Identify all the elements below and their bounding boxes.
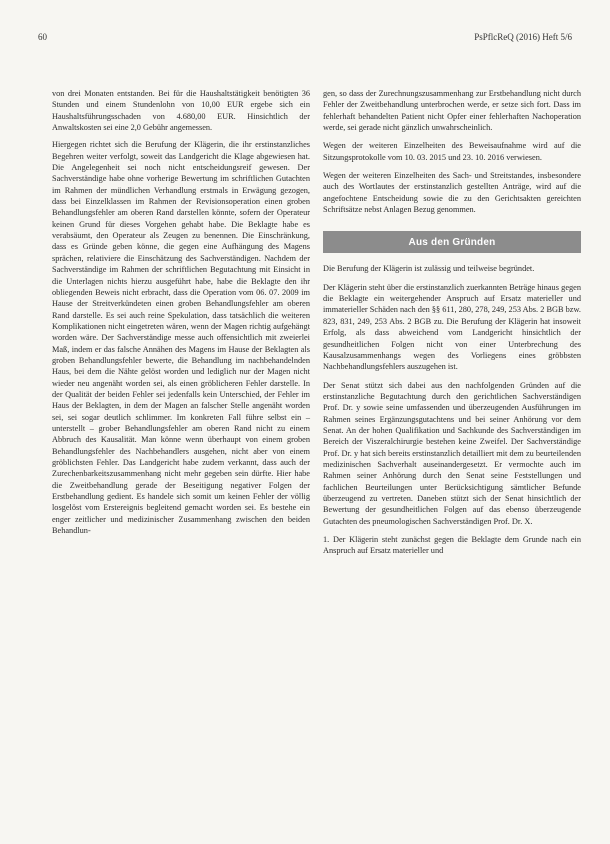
right-column [323,88,581,564]
paragraph: von drei Monaten entstanden. Bei für die Haushaltstätigkeit benötigten 36 Stunden und einem Stundenlohn von 10,00 EUR ergebe sich ein Haushaltsführungsschaden von 4.680,00 EUR. Hinsichtlich der Anwaltskosten sei eine 2,0 Gebühr angemessen. [52,89,310,133]
paragraph: Hiergegen richtet sich die Berufung der Klägerin, die ihr erstinstanzliches Begehren weiter verfolgt, soweit das Landgericht die Klage abgewiesen hat. Die Angelegenheit sei noch nicht entscheidungsreif gewesen. Der Sachverständige habe ohne vorherige Bewertung im schriftlichen Gutachten im Rahmen der mündlichen Verhandlung erstmals in Erwägung gezogen, dass bei Einzelklassen im Rahmen der Revisionsoperation einen groben Behandlungsfehler am oberen Rand darstellen könnte, sofern der Operateur keinen Grund für dieses Vorgehen gehabt habe. Die Beklagte habe es verabsäumt, den Operateur als Zeugen zu benennen. Die Einschränkung, dass es Gründe geben könne, die gegen eine Aufhängung des Magens sprächen, relativiere die Einschätzung des Sachverständigen. Nachdem der Sachverständige im Rahmen der schriftlichen Begutachtung mit Einsicht in die Unterlagen nichts hierzu ausgeführt habe, habe die Beklagte den ihr obliegenden Beweis nicht erbracht, dass die Operation vom 06. 07. 2009 im Hause der Streitverkündeten einen groben Behandlungsfehler am oberen Rand darstelle. Es sei auch reine Spekulation, dass tatsächlich die weiteren Komplikationen nicht eingetreten wären, wenn der Magen richtig aufgehängt worden wäre. Der Sachverständige messe auch offensichtlich mit zweierlei Maß, indem er das falsche Annähen des Magens im Hause der Beklagten als groben Behandlungsfehler bewerte, die Behandlung im nachbehandelnden Haus, bei dem die Nähte gelöst worden und lediglich nur der Magen nicht wieder neu angenäht worden sei, als einen gröblicheren Fehler darstelle. In der Qualität der beiden Fehler sei jedenfalls kein Unterschied, der Fehler im Haus der Beklagten, in dem der Magen an falscher Stelle angenäht worden sei, sei sogar deutlich schlimmer. Im konkreten Fall führe selbst ein – unterstellt – grober Behandlungsfehler am oberen Rand nicht zu einem Abbruch des Kausalität. Man könne wenn überhaupt von einem groben Behandlungsfehler des Nachbehandlers ausgehen, nicht aber von einem gröblichsten Fehler. Das Landgericht habe zudem verkannt, dass auch der Zurechenbarkeitszusammenhang nicht mehr gegeben sein dürfte. Hier habe die Zweitbehandlung gerade der Beseitigung negativer Folgen der Erstbehandlung gedient. Es handele sich somit um keinen Fehler der völlig losgelöst vom Erstereignis begleitend gemacht worden sei. Es bestehe ein enger zeitlicher und medizinischer Zusammenhang zwischen den beiden Behandlun- [52,140,310,536]
left-column [52,88,310,543]
paragraph: Der Klägerin steht über die erstinstanzlich zuerkannten Beträge hinaus gegen die Beklagte ein weitergehender Anspruch auf Ersatz materieller und immaterieller Schäden nach den §§ 611, 280, 278, 249, 253 Abs. 2 BGB bzw. 823, 831, 249, 253 Abs. 2 BGB zu. Die Berufung der Klägerin hat insoweit Erfolg, als dass abweichend vom Landgericht hinsichtlich der gesundheitlichen Folgen nicht von einer Unterbrechung des Kausalzusammenhangs wegen des Vorliegens eines gröbbsten Nachbehandlungsfehlers auszugehen ist. [323,282,581,372]
paragraph: Wegen der weiteren Einzelheiten des Sach- und Streitstandes, insbesondere auch des Wortlautes der erstinstanzlich gestellten Anträge, wird auf die angefochtene Entscheidung sowie die zu den Gerichtsakten gereichten Schriftsätze nebst Anlagen Bezug genommen. [323,171,581,215]
paragraph: 1. Der Klägerin steht zunächst gegen die Beklagte dem Grunde nach ein Anspruch auf Ersatz materieller und [323,535,581,556]
paragraph: gen, so dass der Zurechnungszusammenhang zur Erstbehandlung nicht durch Fehler der Zweitbehandlung unterbrochen werde, er setze sich fort. Dass im fehlerhaft behandelten Patient nicht Opfer einer fehlerhaften Nachoperation werde, sei gerade nicht gänzlich unwahrscheinlich. [323,89,581,133]
paragraph: Der Senat stützt sich dabei aus den nachfolgenden Gründen auf die erstinstanzliche Begutachtung durch den gerichtlichen Sachverständigen Prof. Dr. y sowie seine umfassenden und überzeugenden Ausführungen im Rahmen seines Ergänzungsgutachtens und bei seiner Anhörung vor dem Senat. An der hohen Qualifikation und Sachkunde des Sachverständigen im Bereich der Viszeralchirurgie bestehen keine Zweifel. Der Sachverständige Prof. Dr. y hat sich bereits erstinstanzlich detailliert mit dem zu beurteilenden medizinischen Sachverhalt auseinandergesetzt. Er vermochte auch im Rahmen seiner Anhörung durch den Senat seine Feststellungen und fachlichen Beurteilungen unter Berücksichtigung sämtlicher Befunde überzeugend zu vertreten. Daneben stützt sich der Senat hinsichtlich der Bewertung der gesundheitlichen Folgen auf das ebenso überzeugende Gutachten des pneumologischen Sachverständigen Prof. Dr. X. [323,380,581,526]
page-number: 60 [38,32,47,42]
journal-citation: PsPflcReQ (2016) Heft 5/6 [474,32,572,42]
paragraph: Die Berufung der Klägerin ist zulässig und teilweise begründet. [323,264,535,274]
section-heading: Aus den Gründen [323,231,581,253]
paragraph: Wegen der weiteren Einzelheiten des Beweisaufnahme wird auf die Sitzungsprotokolle vom 10. 03. 2015 und 23. 10. 2016 verwiesen. [323,141,581,162]
